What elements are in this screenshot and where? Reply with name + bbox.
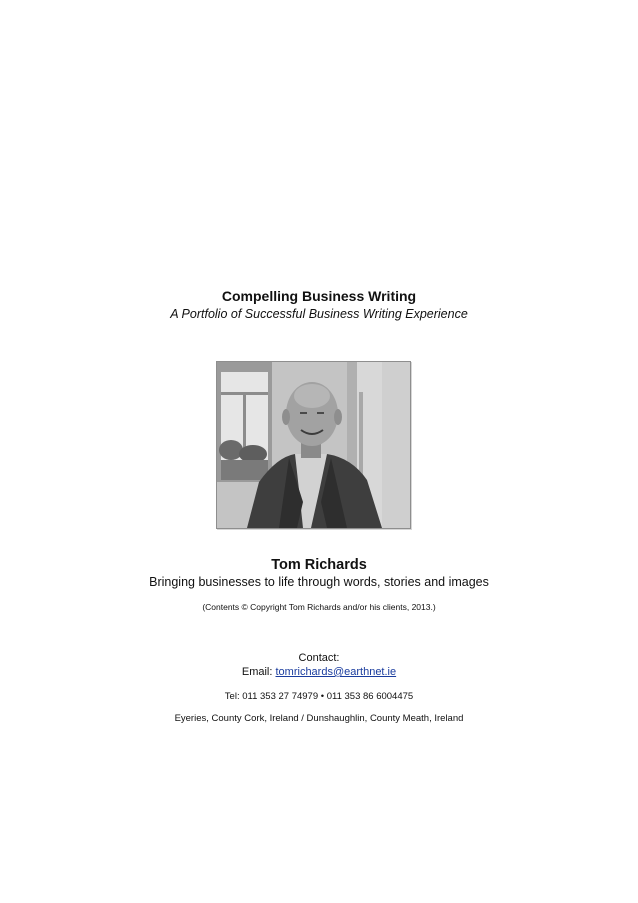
address-line: Eyeries, County Cork, Ireland / Dunshaughlin, County Meath, Ireland [174, 713, 464, 724]
author-name: Tom Richards [271, 557, 367, 573]
email-link[interactable]: tomrichards@earthnet.ie [275, 666, 397, 678]
copyright-notice: (Contents © Copyright Tom Richards and/or his clients, 2013.) [202, 602, 436, 612]
author-photo [216, 361, 411, 529]
contact-heading: Contact: [298, 652, 340, 664]
author-tagline: Bringing businesses to life through words, stories and images [149, 575, 489, 589]
email-label: Email: [241, 666, 273, 678]
telephone-line: Tel: 011 353 27 74979 • 011 353 86 6004475 [224, 691, 414, 702]
email-line [0, 666, 638, 678]
document-title: Compelling Business Writing [221, 288, 417, 304]
document-subtitle: A Portfolio of Successful Business Writing Experience [170, 307, 468, 321]
